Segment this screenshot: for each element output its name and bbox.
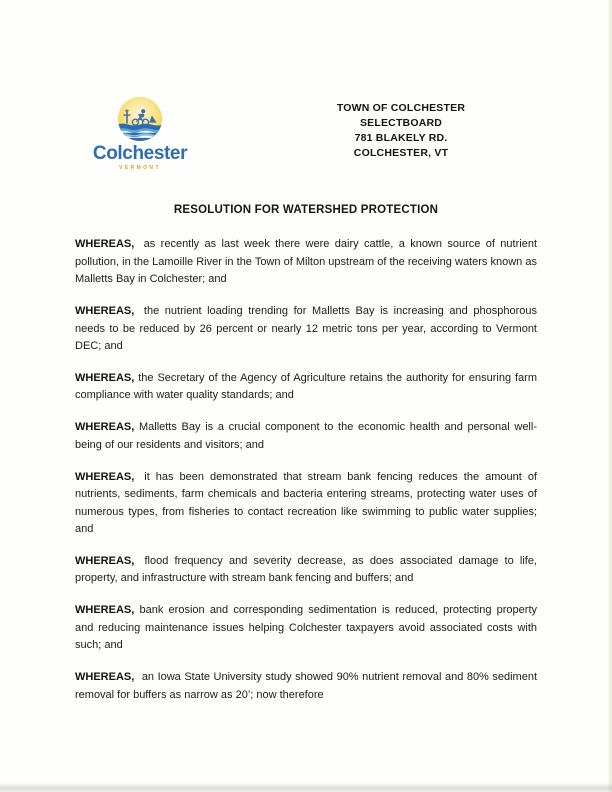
whereas-text: an Iowa State University study showed 90% nutrient removal and 80% sediment removal for buffers as narrow as 20’; now therefore <box>75 671 537 701</box>
whereas-text: it has been demonstrated that stream bank fencing reduces the amount of nutrients, sediments, farm chemicals and bacteria entering streams, protecting water uses of numerous types, from fisheries to contact recreation like swimming to public water supplies; and <box>75 470 537 536</box>
whereas-text: the nutrient loading trending for Malletts Bay is increasing and phosphorous needs to be reduced by 26 percent or nearly 12 metric tons per year, according to Vermont DEC; and <box>75 305 537 353</box>
whereas-lead: WHEREAS, <box>75 305 135 318</box>
colchester-logo <box>84 96 196 171</box>
address-line-street: 781 BLAKELY RD. <box>354 132 448 144</box>
whereas-lead: WHEREAS, <box>75 671 135 684</box>
whereas-lead: WHEREAS, <box>75 372 135 385</box>
address-line-board: SELECTBOARD <box>359 117 443 129</box>
whereas-text: bank erosion and corresponding sedimentation is reduced, protecting property and reducing maintenance issues helping Colchester taxpayers avoid associated costs with such; and <box>75 604 537 652</box>
whereas-paragraph-4 <box>75 419 537 454</box>
whereas-text: Malletts Bay is a crucial component to the economic health and personal well-being of our residents and visitors; and <box>75 421 537 451</box>
whereas-lead: WHEREAS, <box>75 604 135 617</box>
document-title: RESOLUTION FOR WATERSHED PROTECTION <box>173 204 439 216</box>
letterhead <box>0 0 612 190</box>
whereas-lead: WHEREAS, <box>75 555 135 568</box>
whereas-paragraph-5 <box>75 469 537 539</box>
letterhead-address <box>301 101 501 161</box>
whereas-paragraph-1 <box>75 236 537 288</box>
colchester-seal-icon <box>117 96 163 142</box>
whereas-lead: WHEREAS, <box>75 421 135 434</box>
whereas-text: as recently as last week there were dairy cattle, a known source of nutrient pollution, in the Lamoille River in the Town of Milton upstream of the receiving waters known as Malletts Bay in Colchester; and <box>75 238 537 286</box>
whereas-lead: WHEREAS, <box>75 470 135 483</box>
address-line-org: TOWN OF COLCHESTER <box>336 102 466 114</box>
whereas-lead: WHEREAS, <box>75 238 135 251</box>
whereas-paragraph-7 <box>75 602 537 654</box>
whereas-paragraph-8 <box>75 669 537 704</box>
whereas-paragraph-3 <box>75 370 537 405</box>
address-line-city: COLCHESTER, VT <box>353 147 449 159</box>
logo-region-label: VERMONT <box>119 165 161 171</box>
logo-wordmark: Colchester <box>92 143 188 164</box>
whereas-text: the Secretary of the Agency of Agriculture retains the authority for ensuring farm compliance with water quality standards; and <box>75 372 537 402</box>
resolution-body <box>75 202 537 719</box>
whereas-paragraph-2 <box>75 303 537 355</box>
scan-artifact-bottom-edge <box>0 783 612 792</box>
whereas-paragraph-6 <box>75 553 537 588</box>
whereas-text: flood frequency and severity decrease, as does associated damage to life, property, and infrastructure with stream bank fencing and buffers; and <box>75 555 537 585</box>
